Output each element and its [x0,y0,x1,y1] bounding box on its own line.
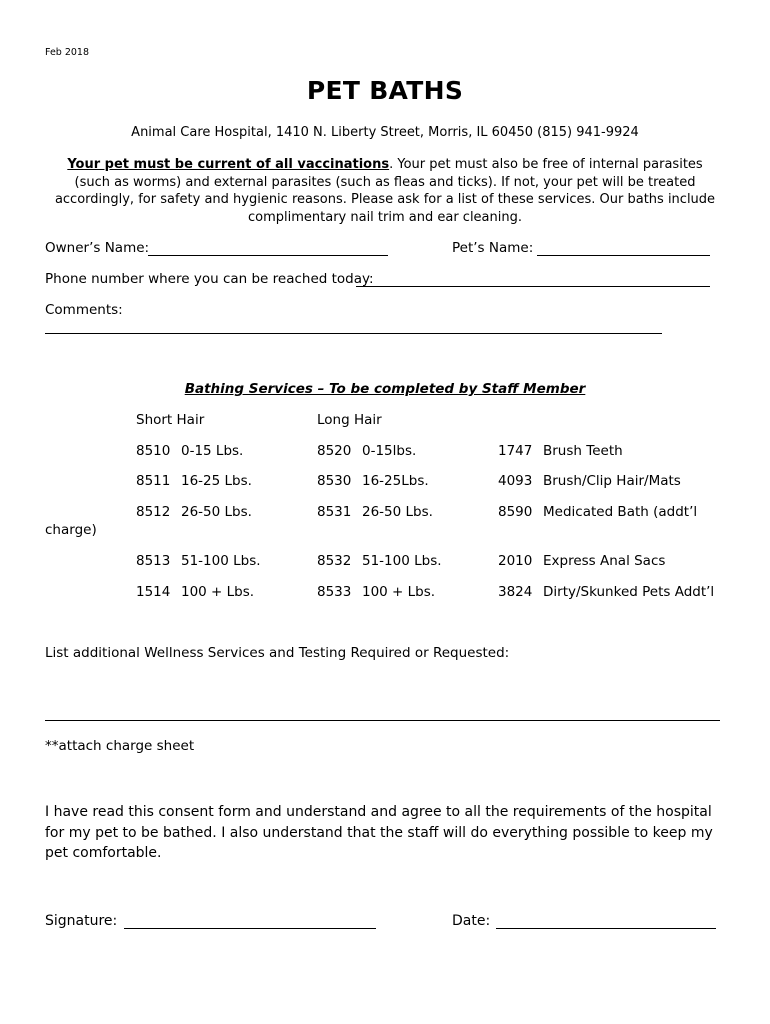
service-desc: Brush/Clip Hair/Mats [543,473,681,489]
date-field[interactable] [496,928,716,929]
owner-name-label: Owner’s Name: [45,240,150,256]
service-code: 4093 [498,473,533,489]
page-title: PET BATHS [306,76,464,105]
service-code: 1747 [498,443,533,459]
service-desc: 51-100 Lbs. [362,553,442,569]
intro-text: . Your pet must also be free of internal parasites (such as worms) and external parasites (such as fleas and ticks). If not, your pet will be treated accordingly, for safety and hygienic reasons. Please ask for a list of these services. Our baths include complimentary nail trim and ear cleaning. [54,157,716,225]
service-desc: Brush Teeth [543,443,623,459]
service-code: 3824 [498,584,533,600]
phone-field[interactable] [356,286,710,287]
form-date: Feb 2018 [45,47,90,58]
service-desc: 26-50 Lbs. [181,504,252,520]
service-code: 8511 [136,473,171,489]
wellness-label: List additional Wellness Services and Testing Required or Requested: [45,645,510,661]
pet-name-field[interactable] [537,255,710,256]
services-heading: Bathing Services – To be completed by Staff Member [184,381,586,397]
short-hair-label: Short Hair [136,412,205,428]
service-code: 8530 [317,473,352,489]
service-desc-wrap: charge) [45,522,97,538]
vaccination-requirement: Your pet must be current of all vaccinations [67,157,390,172]
owner-name-field[interactable] [148,255,388,256]
service-desc: 26-50 Lbs. [362,504,433,520]
service-desc: 16-25Lbs. [362,473,429,489]
service-code: 8533 [317,584,352,600]
pet-name-label: Pet’s Name: [452,240,534,256]
consent-paragraph: I have read this consent form and understand and agree to all the requirements of the hospital for my pet to be bathed. I also understand that the staff will do everything possible to keep my pet comfortable. [45,804,713,861]
comments-label: Comments: [45,302,123,318]
phone-label: Phone number where you can be reached today: [45,271,374,287]
wellness-field[interactable] [45,720,720,721]
service-desc: 100 + Lbs. [181,584,255,600]
service-desc: Medicated Bath (addt’l [543,504,698,520]
service-code: 8512 [136,504,171,520]
comments-field[interactable] [45,333,662,334]
service-code: 8590 [498,504,533,520]
service-code: 8513 [136,553,171,569]
service-desc: 16-25 Lbs. [181,473,252,489]
service-code: 8532 [317,553,352,569]
service-code: 8520 [317,443,352,459]
hospital-address: Animal Care Hospital, 1410 N. Liberty Street, Morris, IL 60450 (815) 941-9924 [131,125,639,140]
service-desc: 100 + Lbs. [362,584,436,600]
service-code: 8510 [136,443,171,459]
service-code: 1514 [136,584,171,600]
service-desc: 0-15lbs. [362,443,417,459]
long-hair-label: Long Hair [317,412,382,428]
service-desc: Express Anal Sacs [543,553,666,569]
service-code: 8531 [317,504,352,520]
service-desc: Dirty/Skunked Pets Addt’l [543,584,715,600]
signature-field[interactable] [124,928,376,929]
service-code: 2010 [498,553,533,569]
attach-note: **attach charge sheet [45,738,195,754]
signature-label: Signature: [45,913,118,929]
intro-paragraph [50,156,720,226]
service-desc: 51-100 Lbs. [181,553,261,569]
date-label: Date: [452,913,491,929]
service-desc: 0-15 Lbs. [181,443,244,459]
